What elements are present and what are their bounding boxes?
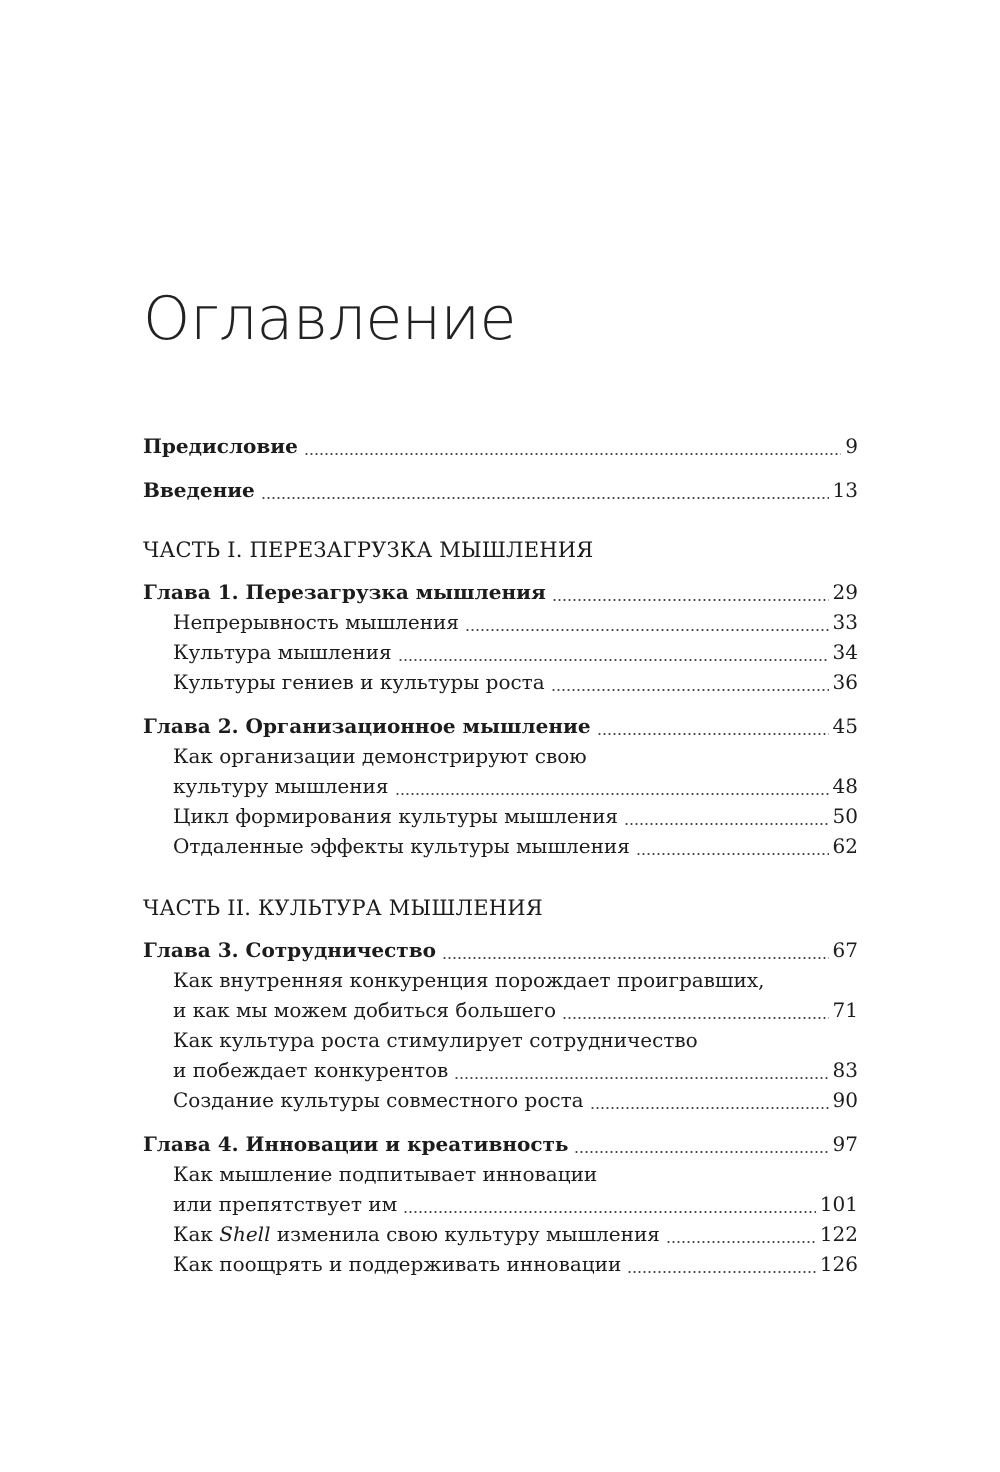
dot-leader <box>403 1209 816 1215</box>
text-run: изменила свою культуру мышления <box>270 1222 660 1246</box>
toc-entry-intro[interactable] <box>143 475 858 505</box>
toc-page-number: 101 <box>819 1192 858 1216</box>
table-of-contents <box>143 431 858 1279</box>
toc-page-number: 83 <box>832 1058 858 1082</box>
dot-leader <box>562 1015 829 1021</box>
toc-entry-section[interactable] <box>143 831 858 861</box>
toc-entry-text: или препятствует им <box>173 1192 398 1216</box>
dot-leader <box>261 495 829 501</box>
toc-entry-text: культуру мышления <box>173 774 389 798</box>
toc-entry-text: Глава 1. Перезагрузка мышления <box>143 580 546 604</box>
toc-entry-section-line[interactable]: Как культура роста стимулирует сотрудничество <box>173 1028 698 1052</box>
toc-entry-section-line[interactable]: Как организации демонстрируют свою <box>173 744 587 768</box>
toc-entry-chapter-1[interactable] <box>143 577 858 607</box>
dot-leader <box>574 1149 828 1155</box>
text-run: Как <box>173 1222 220 1246</box>
toc-entry-section[interactable] <box>143 667 858 697</box>
toc-entry-section-line[interactable]: Как внутренняя конкуренция порождает проигравших, <box>173 968 765 992</box>
toc-entry-preface[interactable] <box>143 431 858 461</box>
toc-page-number: 97 <box>832 1132 858 1156</box>
toc-entry-text: Создание культуры совместного роста <box>173 1088 584 1112</box>
dot-leader <box>304 451 841 457</box>
toc-page-number: 122 <box>819 1222 858 1246</box>
dot-leader <box>552 597 829 603</box>
dot-leader <box>627 1269 816 1275</box>
toc-entry-text <box>173 1219 660 1249</box>
toc-entry-text: Введение <box>143 478 255 502</box>
toc-entry-chapter-2[interactable] <box>143 711 858 741</box>
toc-entry-section[interactable] <box>143 637 858 667</box>
toc-entry-section-line[interactable]: Как мышление подпитывает инновации <box>173 1162 598 1186</box>
toc-page-number: 45 <box>832 714 858 738</box>
toc-page-number: 34 <box>832 640 858 664</box>
toc-entry-section[interactable] <box>143 1085 858 1115</box>
toc-entry-text: Предисловие <box>143 434 298 458</box>
dot-leader <box>398 657 829 663</box>
toc-page-number: 36 <box>832 670 858 694</box>
dot-leader <box>465 627 829 633</box>
toc-entry-chapter-4[interactable] <box>143 1129 858 1159</box>
toc-entry-text: Глава 2. Организационное мышление <box>143 714 591 738</box>
toc-entry-section[interactable] <box>143 1219 858 1249</box>
toc-entry-text: Глава 3. Сотрудничество <box>143 938 436 962</box>
dot-leader <box>590 1105 829 1111</box>
toc-page-number: 33 <box>832 610 858 634</box>
toc-entry-section[interactable] <box>143 995 858 1025</box>
dot-leader <box>454 1075 828 1081</box>
toc-entry-section[interactable] <box>143 1249 858 1279</box>
toc-page-number: 50 <box>832 804 858 828</box>
toc-page-number: 67 <box>832 938 858 962</box>
part-heading-1: ЧАСТЬ I. ПЕРЕЗАГРУЗКА МЫШЛЕНИЯ <box>143 538 594 562</box>
dot-leader <box>597 731 829 737</box>
dot-leader <box>395 791 829 797</box>
toc-page-number: 29 <box>832 580 858 604</box>
toc-page-number: 90 <box>832 1088 858 1112</box>
company-name: Shell <box>219 1222 271 1246</box>
page-title: Оглавление <box>143 284 516 354</box>
toc-entry-text: Цикл формирования культуры мышления <box>173 804 619 828</box>
dot-leader <box>666 1239 816 1245</box>
toc-entry-text: Непрерывность мышления <box>173 610 459 634</box>
toc-entry-section[interactable] <box>143 801 858 831</box>
part-heading-2: ЧАСТЬ II. КУЛЬТУРА МЫШЛЕНИЯ <box>143 896 543 920</box>
toc-page-number: 48 <box>832 774 858 798</box>
toc-entry-text: Культуры гениев и культуры роста <box>173 670 545 694</box>
toc-entry-text: Как поощрять и поддерживать инновации <box>173 1252 622 1276</box>
toc-page-number: 126 <box>819 1252 858 1276</box>
toc-entry-text: и как мы можем добиться большего <box>173 998 557 1022</box>
dot-leader <box>551 687 829 693</box>
dot-leader <box>636 851 829 857</box>
dot-leader <box>442 955 829 961</box>
toc-page-number: 13 <box>832 478 858 502</box>
toc-entry-section[interactable] <box>143 1189 858 1219</box>
toc-entry-text: Глава 4. Инновации и креативность <box>143 1132 569 1156</box>
toc-entry-section[interactable] <box>143 607 858 637</box>
dot-leader <box>624 821 829 827</box>
toc-entry-text: Отдаленные эффекты культуры мышления <box>173 834 630 858</box>
toc-entry-chapter-3[interactable] <box>143 935 858 965</box>
toc-entry-text: Культура мышления <box>173 640 392 664</box>
toc-page-number: 62 <box>832 834 858 858</box>
toc-page-number: 71 <box>832 998 858 1022</box>
toc-page-number: 9 <box>845 434 858 458</box>
toc-entry-section[interactable] <box>143 771 858 801</box>
toc-entry-section[interactable] <box>143 1055 858 1085</box>
toc-entry-text: и побеждает конкурентов <box>173 1058 449 1082</box>
